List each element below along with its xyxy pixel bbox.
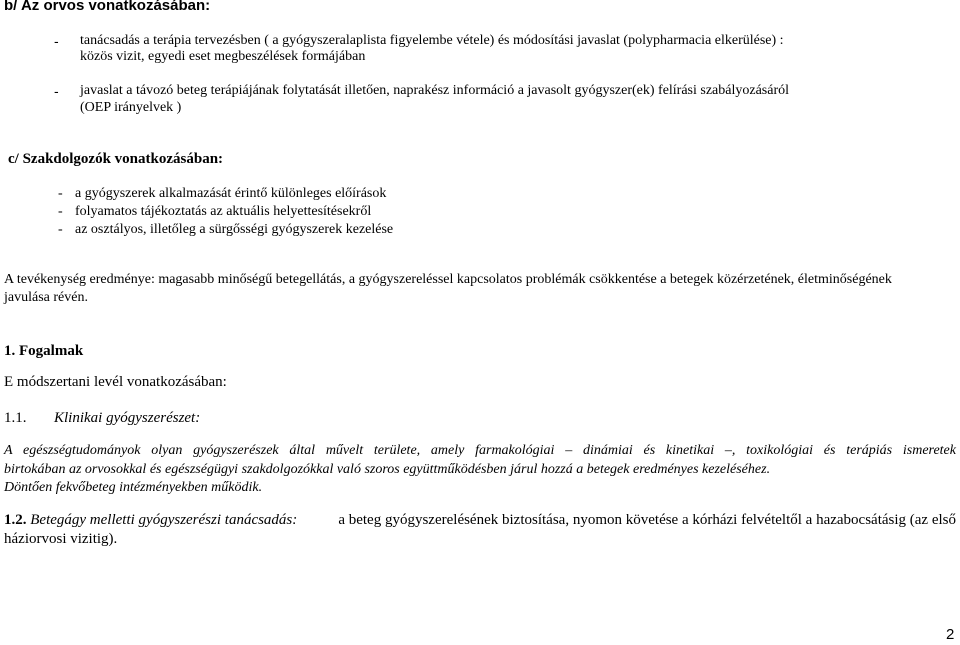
- definition-title: Klinikai gyógyszerészet:: [54, 410, 201, 426]
- list-item: az osztályos, illetőleg a sürgősségi gyógyszerek kezelése: [75, 222, 394, 237]
- definition-title: Betegágy melletti gyógyszerészi tanácsadás:: [30, 512, 298, 528]
- list-item-line: közös vizit, egyedi eset megbeszélések formájában: [80, 49, 366, 64]
- list-item-line: (OEP irányelvek ): [80, 100, 182, 115]
- result-paragraph-line: javulása révén.: [4, 290, 88, 305]
- list-dash: -: [58, 222, 63, 237]
- list-dash: -: [58, 204, 63, 219]
- definition-text-line: Döntően fekvőbeteg intézményekben működik.: [4, 480, 263, 495]
- list-dash: -: [58, 186, 63, 201]
- page-number: 2: [946, 626, 955, 643]
- list-item-line: javaslat a távozó beteg terápiájának folytatását illetően, naprakész információ a javasolt gyógyszer(ek) felírási szabályozásáról: [80, 83, 790, 98]
- definition-number: 1.2.: [4, 512, 27, 528]
- definition-number: 1.1.: [4, 410, 27, 426]
- definition-1-2-line: [4, 512, 956, 529]
- definition-text-line: háziorvosi vizitig).: [4, 531, 118, 547]
- definition-text: a beteg gyógyszerelésének biztosítása, nyomon követése a kórházi felvételtől a hazabocsátásig (az első: [338, 512, 956, 528]
- list-dash: -: [54, 33, 59, 49]
- list-item-line: tanácsadás a terápia tervezésben ( a gyógyszeralaplista figyelembe vétele) és módosítási javaslat (polypharmacia elkerülése) :: [80, 33, 784, 48]
- list-item: a gyógyszerek alkalmazását érintő különleges előírások: [75, 186, 387, 201]
- section-c-heading: c/ Szakdolgozók vonatkozásában:: [8, 151, 224, 167]
- concepts-subheading: E módszertani levél vonatkozásában:: [4, 374, 227, 390]
- concepts-heading: 1. Fogalmak: [4, 343, 84, 359]
- list-dash: -: [54, 83, 59, 99]
- definition-text-line: A egészségtudományok olyan gyógyszerészek által művelt területe, amely farmakológiai – dinámiai és kinetikai –, toxikológiai és terápiás ismeretek: [4, 443, 956, 458]
- result-paragraph-line: A tevékenység eredménye: magasabb minőségű betegellátás, a gyógyszereléssel kapcsolatos problémák csökkentése a betegek közérzetének, életminőségének: [4, 272, 892, 287]
- section-b-heading: b/ Az orvos vonatkozásában:: [4, 0, 211, 14]
- list-item: folyamatos tájékoztatás az aktuális helyettesítésekről: [75, 204, 372, 219]
- definition-text-line: birtokában az orvosokkal és egészségügyi szakdolgozókkal való szoros együttműködésben járul hozzá a betegek eredményes kezeléséhez.: [4, 462, 771, 477]
